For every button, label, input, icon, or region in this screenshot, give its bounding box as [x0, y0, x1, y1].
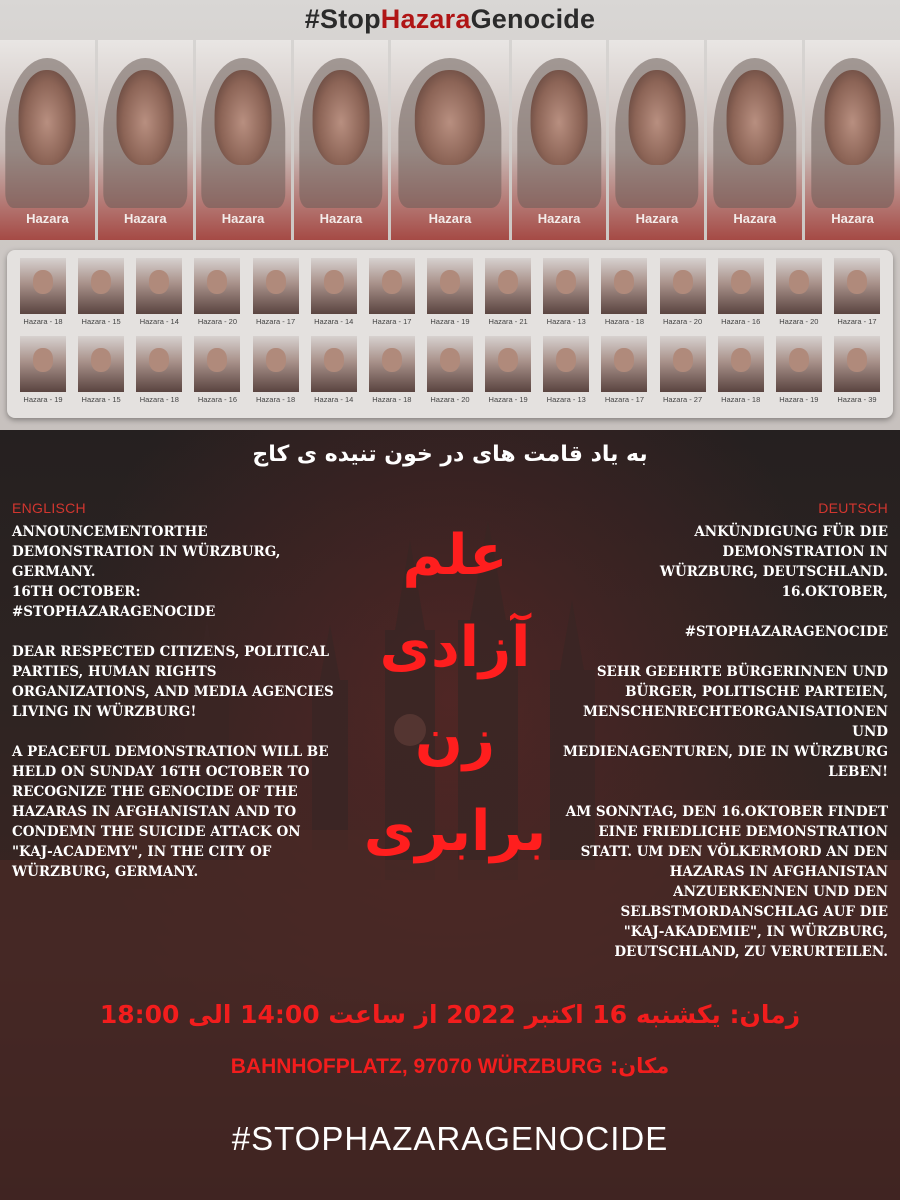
- victim-caption: Hazara - 17: [372, 317, 412, 326]
- victim-photo: [718, 258, 764, 314]
- victim-caption: Hazara - 17: [837, 317, 877, 326]
- victim-caption: Hazara - 18: [23, 317, 63, 326]
- victim-thumbnail: [773, 336, 825, 404]
- victim-grid: [7, 250, 893, 418]
- slogan-word: برابری: [363, 799, 547, 864]
- victim-caption: Hazara - 19: [488, 395, 528, 404]
- victim-thumbnail: [715, 258, 767, 326]
- victim-grid-row: [17, 258, 883, 326]
- victim-photo: [194, 258, 240, 314]
- victim-thumbnail: [540, 258, 592, 326]
- victim-thumbnail: [75, 336, 127, 404]
- victim-thumbnail: [17, 336, 69, 404]
- victim-photo: [485, 336, 531, 392]
- victim-caption: Hazara - 14: [314, 317, 354, 326]
- victim-photo: [601, 258, 647, 314]
- victim-photo: [427, 336, 473, 392]
- english-section-heading: ENGLISCH: [12, 500, 86, 516]
- victim-thumbnail: [250, 336, 302, 404]
- location-label: مکان:: [609, 1054, 670, 1078]
- featured-portrait: Hazara: [0, 40, 95, 240]
- victim-caption: Hazara - 17: [255, 317, 296, 326]
- victim-photo: [834, 258, 880, 314]
- victim-caption: Hazara - 15: [81, 395, 121, 404]
- bottom-hashtag: #STOPHAZARAGENOCIDE: [231, 1120, 669, 1157]
- location-address: BAHNHOFPLATZ, 97070 WÜRZBURG: [230, 1055, 603, 1078]
- persian-memorial-title: به یاد قامت های در خون تنیده ی کاج: [252, 442, 648, 467]
- victim-caption: Hazara - 16: [721, 317, 761, 326]
- victim-thumbnail: [657, 258, 709, 326]
- victim-thumbnail: [75, 258, 127, 326]
- victim-caption: Hazara - 20: [662, 317, 703, 326]
- victim-photo: [369, 258, 415, 314]
- featured-portrait: Hazara: [294, 40, 389, 240]
- victim-caption: Hazara - 13: [546, 395, 586, 404]
- featured-portraits-row: [0, 40, 900, 240]
- victims-collage: [0, 0, 900, 430]
- victim-caption: Hazara - 19: [23, 395, 63, 404]
- victim-thumbnail: [424, 336, 476, 404]
- victim-caption: Hazara - 18: [372, 395, 412, 404]
- victim-photo: [136, 258, 182, 314]
- victim-thumbnail: [482, 336, 534, 404]
- victim-caption: Hazara - 17: [604, 395, 644, 404]
- german-section-heading: DEUTSCH: [818, 500, 888, 516]
- victim-thumbnail: [831, 258, 883, 326]
- victim-caption: Hazara - 19: [779, 395, 819, 404]
- victim-photo: [485, 258, 531, 314]
- victim-caption: Hazara - 14: [314, 395, 354, 404]
- victim-caption: Hazara - 20: [779, 317, 819, 326]
- german-announcement: [558, 522, 888, 982]
- victim-caption: Hazara - 19: [430, 317, 470, 326]
- victim-photo: [776, 336, 822, 392]
- victim-caption: Hazara - 18: [139, 395, 179, 404]
- slogan-word: زن: [414, 707, 496, 772]
- victim-caption: Hazara - 15: [81, 317, 121, 326]
- victim-photo: [20, 258, 66, 314]
- victim-thumbnail: [424, 258, 476, 326]
- victim-caption: Hazara - 16: [197, 395, 238, 404]
- english-paragraph: DEAR RESPECTED CITIZENS, POLITICAL PARTIES, HUMAN RIGHTS ORGANIZATIONS, AND MEDIA AGENCIES LIVING IN WÜRZBURG!: [12, 644, 334, 720]
- victim-photo: [543, 258, 589, 314]
- featured-portrait: Hazara: [391, 40, 508, 240]
- victim-thumbnail: [831, 336, 883, 404]
- english-paragraph: A PEACEFUL DEMONSTRATION WILL BE HELD ON SUNDAY 16TH OCTOBER TO RECOGNIZE THE GENOCIDE OF THE HAZARAS IN AFGHANISTAN AND TO CONDEMN THE SUICIDE ATTACK ON "KAJ-ACADEMY", IN THE CITY OF WÜRZBURG, GERMANY.: [12, 744, 329, 880]
- victim-caption: Hazara - 18: [721, 395, 761, 404]
- event-date-time: زمان: یکشنبه 16 اکتبر 2022 از ساعت 14:00 الی 18:00: [99, 1000, 801, 1029]
- german-paragraph: ANKÜNDIGUNG FÜR DIE DEMONSTRATION IN WÜRZBURG, DEUTSCHLAND. 16.OKTOBER, #STOPHAZARAGENOCIDE: [659, 524, 888, 640]
- victim-photo: [834, 336, 880, 392]
- event-location: [0, 1054, 900, 1079]
- victim-photo: [776, 258, 822, 314]
- announcement-poster: [0, 430, 900, 1200]
- top-hashtag: #StopHazaraGenocide: [304, 4, 596, 34]
- victim-thumbnail: [540, 336, 592, 404]
- victim-thumbnail: [133, 258, 185, 326]
- victim-caption: Hazara - 20: [430, 395, 470, 404]
- slogan-word: علم: [402, 523, 508, 588]
- slogan: [360, 510, 550, 878]
- featured-portrait: Hazara: [512, 40, 607, 240]
- victim-photo: [718, 336, 764, 392]
- victim-photo: [543, 336, 589, 392]
- victim-photo: [253, 336, 299, 392]
- victim-thumbnail: [133, 336, 185, 404]
- english-announcement: [12, 522, 367, 902]
- victim-photo: [253, 258, 299, 314]
- featured-portrait: Hazara: [609, 40, 704, 240]
- victim-caption: Hazara - 39: [837, 395, 877, 404]
- victim-photo: [660, 336, 706, 392]
- victim-photo: [78, 336, 124, 392]
- german-paragraph: AM SONNTAG, DEN 16.OKTOBER FINDET EINE FRIEDLICHE DEMONSTRATION STATT. UM DEN VÖLKERMORD AN DEN HAZARAS IN AFGHANISTAN ANZUERKENNEN UND DEN SELBSTMORDANSCHLAG AUF DIE "KAJ-AKADEMIE", IN WÜRZBURG, DEUTSCHLAND, ZU VERURTEILEN.: [565, 804, 888, 960]
- victim-thumbnail: [715, 336, 767, 404]
- german-paragraph: SEHR GEEHRTE BÜRGERINNEN UND BÜRGER, POLITISCHE PARTEIEN, MENSCHENRECHTEORGANISATIONEN UND MEDIENAGENTUREN, DIE IN WÜRZBURG LEBEN!: [562, 664, 888, 780]
- victim-thumbnail: [250, 258, 302, 326]
- victim-grid-row: [17, 336, 883, 404]
- victim-photo: [78, 258, 124, 314]
- victim-thumbnail: [482, 258, 534, 326]
- victim-photo: [136, 336, 182, 392]
- victim-thumbnail: [191, 336, 243, 404]
- featured-portrait: Hazara: [805, 40, 900, 240]
- victim-thumbnail: [308, 336, 360, 404]
- victim-photo: [369, 336, 415, 392]
- victim-thumbnail: [191, 258, 243, 326]
- featured-portrait: Hazara: [98, 40, 193, 240]
- victim-photo: [311, 336, 357, 392]
- featured-portrait: Hazara: [196, 40, 291, 240]
- victim-caption: Hazara - 20: [197, 317, 238, 326]
- victim-caption: Hazara - 21: [488, 317, 528, 326]
- victim-photo: [601, 336, 647, 392]
- victim-photo: [660, 258, 706, 314]
- victim-thumbnail: [598, 336, 650, 404]
- slogan-word: آزادی: [379, 615, 531, 680]
- victim-caption: Hazara - 14: [139, 317, 179, 326]
- victim-thumbnail: [773, 258, 825, 326]
- victim-caption: Hazara - 27: [662, 395, 703, 404]
- victim-photo: [427, 258, 473, 314]
- victim-thumbnail: [308, 258, 360, 326]
- victim-photo: [194, 336, 240, 392]
- victim-thumbnail: [366, 258, 418, 326]
- victim-caption: Hazara - 18: [604, 317, 644, 326]
- victim-photo: [311, 258, 357, 314]
- english-paragraph: ANNOUNCEMENTORTHE DEMONSTRATION IN WÜRZBURG, GERMANY. 16TH OCTOBER: #STOPHAZARAGENOCIDE: [12, 524, 281, 620]
- victim-caption: Hazara - 18: [255, 395, 296, 404]
- victim-photo: [20, 336, 66, 392]
- victim-thumbnail: [657, 336, 709, 404]
- victim-caption: Hazara - 13: [546, 317, 586, 326]
- featured-portrait: Hazara: [707, 40, 802, 240]
- victim-thumbnail: [366, 336, 418, 404]
- victim-thumbnail: [17, 258, 69, 326]
- victim-thumbnail: [598, 258, 650, 326]
